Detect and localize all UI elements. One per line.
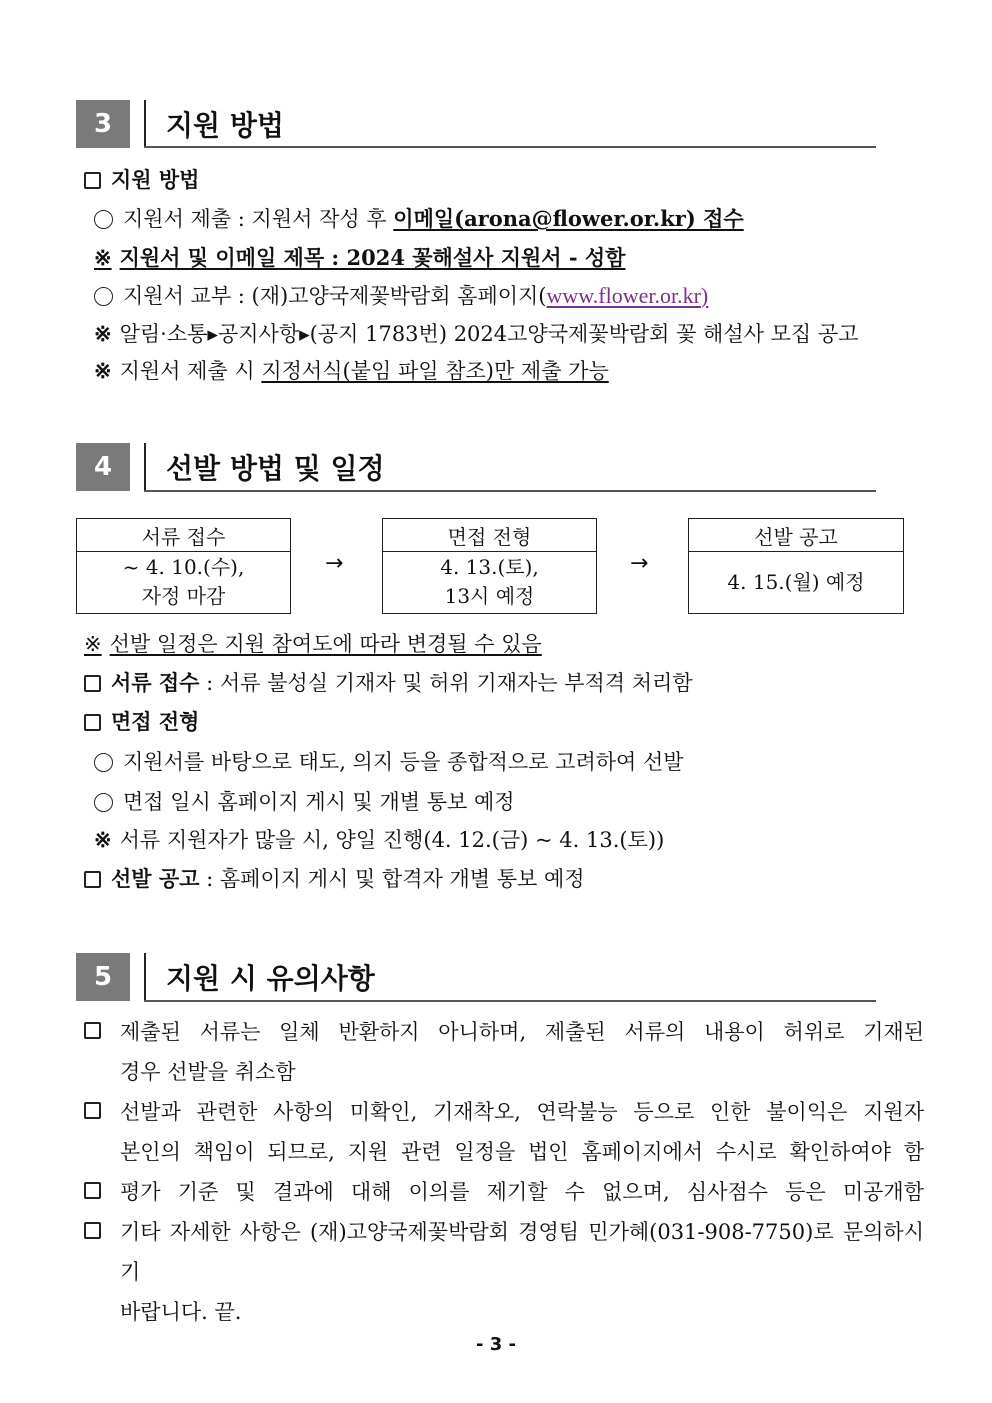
checkbox-icon xyxy=(84,1182,101,1199)
caution-item: 기타 자세한 사항은 (재)고양국제꽃박람회 경영팀 민가혜(031-908-7750)로 문의하시기 바랍니다. 끝. xyxy=(84,1212,924,1332)
document-screening-item: 서류 접수 : 서류 불성실 기재자 및 허위 기재자는 부적격 처리함 xyxy=(84,669,693,697)
caution-item: 선발과 관련한 사항의 미확인, 기재착오, 연락불능 등으로 인한 불이익은 지원자 본인의 책임이 되므로, 지원 관련 일정을 법인 홈페이지에서 수시로 확인하여야 함 xyxy=(84,1092,924,1172)
section-3-title: 지원 방법 xyxy=(166,109,284,142)
circle-bullet-icon xyxy=(94,753,113,772)
announcement-item: 선발 공고 : 홈페이지 게시 및 합격자 개별 통보 예정 xyxy=(84,865,585,893)
flow-step-document: 서류 접수 ~ 4. 10.(수), 자정 마감 xyxy=(76,518,291,614)
circle-bullet-icon xyxy=(94,210,113,229)
section-3-divider xyxy=(144,100,146,148)
interview-item-notice: 면접 일시 홈페이지 게시 및 개별 통보 예정 xyxy=(94,788,515,816)
flow-arrow-icon: → xyxy=(325,551,344,576)
checkbox-icon xyxy=(84,1102,101,1119)
checkbox-icon xyxy=(84,1222,101,1239)
section-3-note-email-title: ※ 지원서 및 이메일 제목 : 2024 꽃해설사 지원서 - 성함 xyxy=(94,245,626,270)
section-3-underline xyxy=(144,146,876,148)
checkbox-icon xyxy=(84,714,101,731)
interview-heading: 면접 전형 xyxy=(84,708,199,736)
interview-note: ※ 서류 지원자가 많을 시, 양일 진행(4. 12.(금) ~ 4. 13.(토)) xyxy=(94,827,665,852)
circle-bullet-icon xyxy=(94,287,113,306)
section-5-title: 지원 시 유의사항 xyxy=(166,962,375,995)
section-4-underline xyxy=(144,490,876,492)
flow-arrow-icon: → xyxy=(630,551,649,576)
circle-bullet-icon xyxy=(94,793,113,812)
flow-step-announcement: 선발 공고 4. 15.(월) 예정 xyxy=(688,518,904,614)
section-3-number: 3 xyxy=(76,100,130,148)
checkbox-icon xyxy=(84,675,101,692)
caution-item: 제출된 서류는 일체 반환하지 아니하며, 제출된 서류의 내용이 허위로 기재된 경우 선발을 취소함 xyxy=(84,1012,924,1092)
flow-step-header: 서류 접수 xyxy=(77,519,290,552)
section-4-divider xyxy=(144,443,146,491)
section-4-title: 선발 방법 및 일정 xyxy=(166,452,385,485)
section-3-heading: 지원 방법 xyxy=(84,166,199,194)
flow-step-interview: 면접 전형 4. 13.(토), 13시 예정 xyxy=(382,518,597,614)
flow-step-header: 선발 공고 xyxy=(689,519,903,552)
interview-item-criteria: 지원서를 바탕으로 태도, 의지 등을 종합적으로 고려하여 선발 xyxy=(94,748,684,776)
section-3-item-distribution: 지원서 교부 : (재)고양국제꽃박람회 홈페이지(www.flower.or.kr) xyxy=(94,282,708,310)
section-5-divider xyxy=(144,953,146,1001)
page-number: - 3 - xyxy=(476,1334,516,1355)
section-5-underline xyxy=(144,1000,876,1002)
section-3-note-form: ※ 지원서 제출 시 지정서식(붙임 파일 참조)만 제출 가능 xyxy=(94,358,609,383)
schedule-change-note: ※ 선발 일정은 지원 참여도에 따라 변경될 수 있음 xyxy=(84,632,542,656)
section-5-number: 5 xyxy=(76,953,130,1001)
section-3-note-notice: ※ 알림·소통▸공지사항▸(공지 1783번) 2024고양국제꽃박람회 꽃 해설사 모집 공고 xyxy=(94,321,859,346)
caution-item: 평가 기준 및 결과에 대해 이의를 제기할 수 없으며, 심사점수 등은 미공개함 xyxy=(84,1172,924,1212)
section-4-number: 4 xyxy=(76,443,130,491)
checkbox-icon xyxy=(84,1022,101,1039)
homepage-link[interactable]: www.flower.or.kr xyxy=(546,283,701,308)
checkbox-icon xyxy=(84,172,101,189)
flow-step-header: 면접 전형 xyxy=(383,519,596,552)
section-3-item-submit: 지원서 제출 : 지원서 작성 후 이메일(arona@flower.or.kr) 접수 xyxy=(94,205,744,233)
checkbox-icon xyxy=(84,871,101,888)
